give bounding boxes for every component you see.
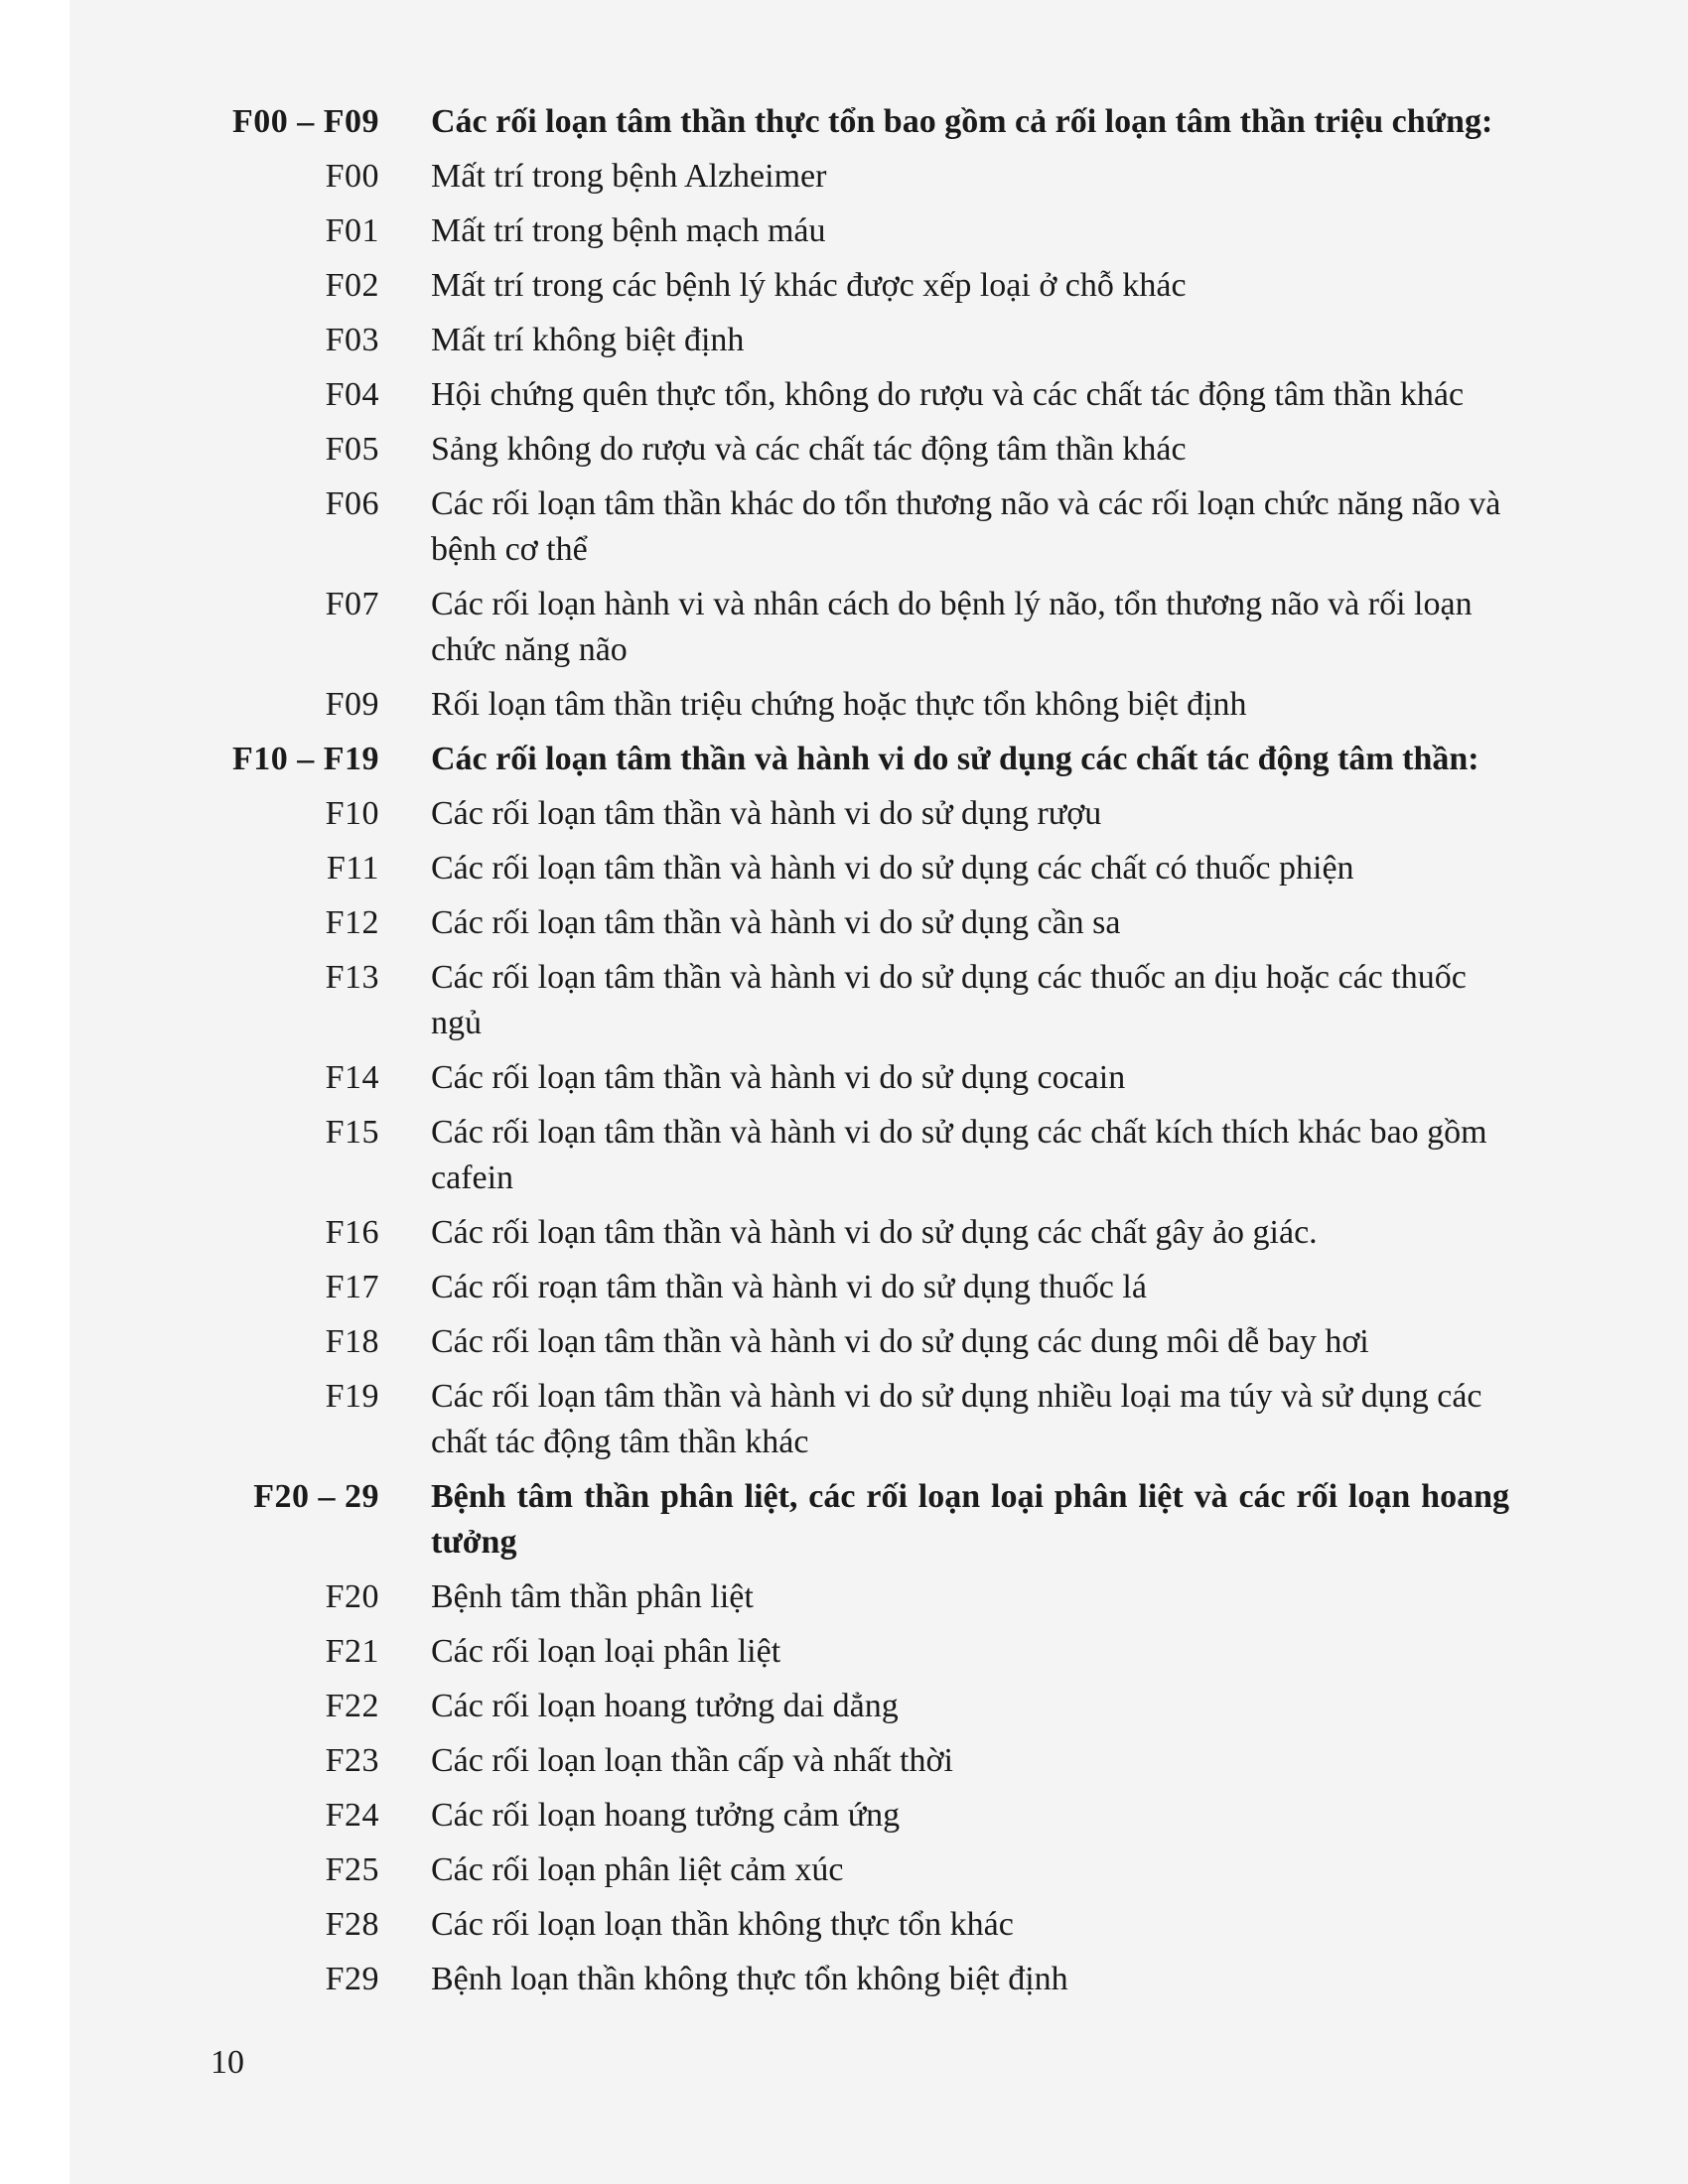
diagnosis-description: Các rối roạn tâm thần và hành vi do sử dụng thuốc lá bbox=[431, 1269, 1147, 1305]
code-entry-row bbox=[199, 481, 1509, 573]
code-entry-row bbox=[199, 1265, 1509, 1310]
section-heading-row bbox=[199, 1474, 1509, 1566]
diagnosis-description: Các rối loạn phân liệt cảm xúc bbox=[431, 1851, 844, 1888]
diagnosis-code: F07 bbox=[325, 586, 379, 622]
diagnosis-description: Mất trí trong bệnh mạch máu bbox=[431, 212, 826, 249]
diagnosis-code: F01 bbox=[325, 212, 379, 249]
diagnosis-code: F16 bbox=[325, 1214, 379, 1251]
diagnosis-description: Các rối loạn tâm thần và hành vi do sử dụng các chất gây ảo giác. bbox=[431, 1214, 1318, 1251]
diagnosis-description: Các rối loạn tâm thần và hành vi do sử dụng cocain bbox=[431, 1059, 1126, 1096]
code-entry-row bbox=[199, 1847, 1509, 1893]
diagnosis-description: Rối loạn tâm thần triệu chứng hoặc thực tổn không biệt định bbox=[431, 686, 1247, 723]
code-entry-row bbox=[199, 1319, 1509, 1365]
diagnosis-code: F04 bbox=[325, 376, 379, 413]
diagnosis-description: Các rối loạn tâm thần và hành vi do sử dụng cần sa bbox=[431, 904, 1121, 941]
diagnosis-code: F18 bbox=[325, 1323, 379, 1360]
diagnosis-description: Các rối loạn tâm thần và hành vi do sử dụng các chất kích thích khác bao gồm cafein bbox=[431, 1114, 1487, 1196]
code-entry-row bbox=[199, 846, 1509, 891]
code-entry-row bbox=[199, 955, 1509, 1046]
code-entry-row bbox=[199, 1957, 1509, 2002]
diagnosis-code: F22 bbox=[325, 1688, 379, 1724]
diagnosis-description: Sảng không do rượu và các chất tác động tâm thần khác bbox=[431, 431, 1187, 468]
diagnosis-code: F23 bbox=[325, 1742, 379, 1779]
diagnosis-code: F00 bbox=[325, 158, 379, 195]
code-entry-row bbox=[199, 372, 1509, 418]
diagnosis-description: Các rối loạn hành vi và nhân cách do bệnh lý não, tổn thương não và rối loạn chức năng não bbox=[431, 586, 1473, 668]
diagnosis-code: F25 bbox=[325, 1851, 379, 1888]
diagnosis-code: F17 bbox=[325, 1269, 379, 1305]
code-entry-row bbox=[199, 1629, 1509, 1675]
code-entry-row bbox=[199, 582, 1509, 673]
section-title: Bệnh tâm thần phân liệt, các rối loạn loại phân liệt và các rối loạn hoang tưởng bbox=[431, 1478, 1509, 1561]
diagnosis-description: Hội chứng quên thực tổn, không do rượu và các chất tác động tâm thần khác bbox=[431, 376, 1465, 413]
code-entry-row bbox=[199, 1684, 1509, 1729]
section-heading-row bbox=[199, 737, 1509, 782]
diagnosis-description: Các rối loạn loạn thần không thực tổn khác bbox=[431, 1906, 1014, 1943]
diagnosis-description: Mất trí không biệt định bbox=[431, 322, 745, 358]
diagnosis-description: Các rối loạn tâm thần và hành vi do sử dụng rượu bbox=[431, 795, 1102, 832]
code-entry-row bbox=[199, 1902, 1509, 1948]
code-entry-row bbox=[199, 208, 1509, 254]
diagnosis-code: F14 bbox=[325, 1059, 379, 1096]
page-number: 10 bbox=[211, 2044, 244, 2081]
diagnosis-description: Các rối loạn loại phân liệt bbox=[431, 1633, 781, 1670]
diagnosis-description: Mất trí trong bệnh Alzheimer bbox=[431, 158, 827, 195]
code-entry-row bbox=[199, 1374, 1509, 1465]
section-code-range: F20 – 29 bbox=[253, 1478, 379, 1515]
diagnosis-code: F13 bbox=[325, 959, 379, 996]
diagnosis-description: Các rối loạn tâm thần và hành vi do sử dụng nhiều loại ma túy và sử dụng các chất tác động tâm thần khác bbox=[431, 1378, 1482, 1460]
code-entry-row bbox=[199, 263, 1509, 309]
diagnosis-code: F03 bbox=[325, 322, 379, 358]
diagnosis-description: Các rối loạn hoang tưởng cảm ứng bbox=[431, 1797, 901, 1834]
diagnosis-description: Các rối loạn tâm thần và hành vi do sử dụng các chất có thuốc phiện bbox=[431, 850, 1354, 887]
page-margin bbox=[0, 0, 70, 2184]
diagnosis-code: F28 bbox=[325, 1906, 379, 1943]
code-entry-row bbox=[199, 1574, 1509, 1620]
section-code-range: F00 – F09 bbox=[231, 103, 379, 140]
code-entry-row bbox=[199, 1210, 1509, 1256]
diagnosis-code: F24 bbox=[325, 1797, 379, 1834]
diagnosis-code: F29 bbox=[325, 1961, 379, 1997]
code-entry-row bbox=[199, 682, 1509, 728]
diagnosis-code: F15 bbox=[325, 1114, 379, 1151]
code-entry-row bbox=[199, 1110, 1509, 1201]
diagnosis-code: F19 bbox=[325, 1378, 379, 1415]
section-code-range: F10 – F19 bbox=[231, 741, 379, 777]
diagnosis-description: Các rối loạn hoang tưởng dai dẳng bbox=[431, 1688, 899, 1724]
diagnosis-description: Các rối loạn tâm thần và hành vi do sử dụng các dung môi dễ bay hơi bbox=[431, 1323, 1369, 1360]
section-title: Các rối loạn tâm thần và hành vi do sử dụng các chất tác động tâm thần: bbox=[431, 741, 1479, 777]
diagnosis-code: F10 bbox=[325, 795, 379, 832]
diagnosis-code: F12 bbox=[325, 904, 379, 941]
code-entry-row bbox=[199, 1055, 1509, 1101]
diagnosis-description: Các rối loạn tâm thần và hành vi do sử dụng các thuốc an dịu hoặc các thuốc ngủ bbox=[431, 959, 1467, 1041]
diagnosis-code: F05 bbox=[325, 431, 379, 468]
code-entry-row bbox=[199, 1793, 1509, 1839]
diagnosis-description: Các rối loạn tâm thần khác do tổn thương não và các rối loạn chức năng não và bệnh cơ thể bbox=[431, 485, 1501, 568]
section-heading-row bbox=[199, 99, 1509, 145]
code-entry-row bbox=[199, 900, 1509, 946]
diagnosis-description: Bệnh tâm thần phân liệt bbox=[431, 1578, 754, 1615]
code-entry-row bbox=[199, 1738, 1509, 1784]
section-title: Các rối loạn tâm thần thực tổn bao gồm cả rối loạn tâm thần triệu chứng: bbox=[431, 103, 1493, 140]
diagnosis-code: F20 bbox=[325, 1578, 379, 1615]
diagnosis-code: F21 bbox=[325, 1633, 379, 1670]
code-entry-row bbox=[199, 791, 1509, 837]
diagnosis-description: Các rối loạn loạn thần cấp và nhất thời bbox=[431, 1742, 953, 1779]
code-entry-row bbox=[199, 427, 1509, 473]
diagnosis-code: F09 bbox=[325, 686, 379, 723]
diagnosis-code: F11 bbox=[326, 850, 379, 887]
diagnosis-code: F02 bbox=[325, 267, 379, 304]
diagnosis-description: Mất trí trong các bệnh lý khác được xếp loại ở chỗ khác bbox=[431, 267, 1187, 304]
code-list bbox=[199, 99, 1509, 2011]
code-entry-row bbox=[199, 154, 1509, 200]
diagnosis-description: Bệnh loạn thần không thực tổn không biệt định bbox=[431, 1961, 1068, 1997]
diagnosis-code: F06 bbox=[325, 485, 379, 522]
code-entry-row bbox=[199, 318, 1509, 363]
